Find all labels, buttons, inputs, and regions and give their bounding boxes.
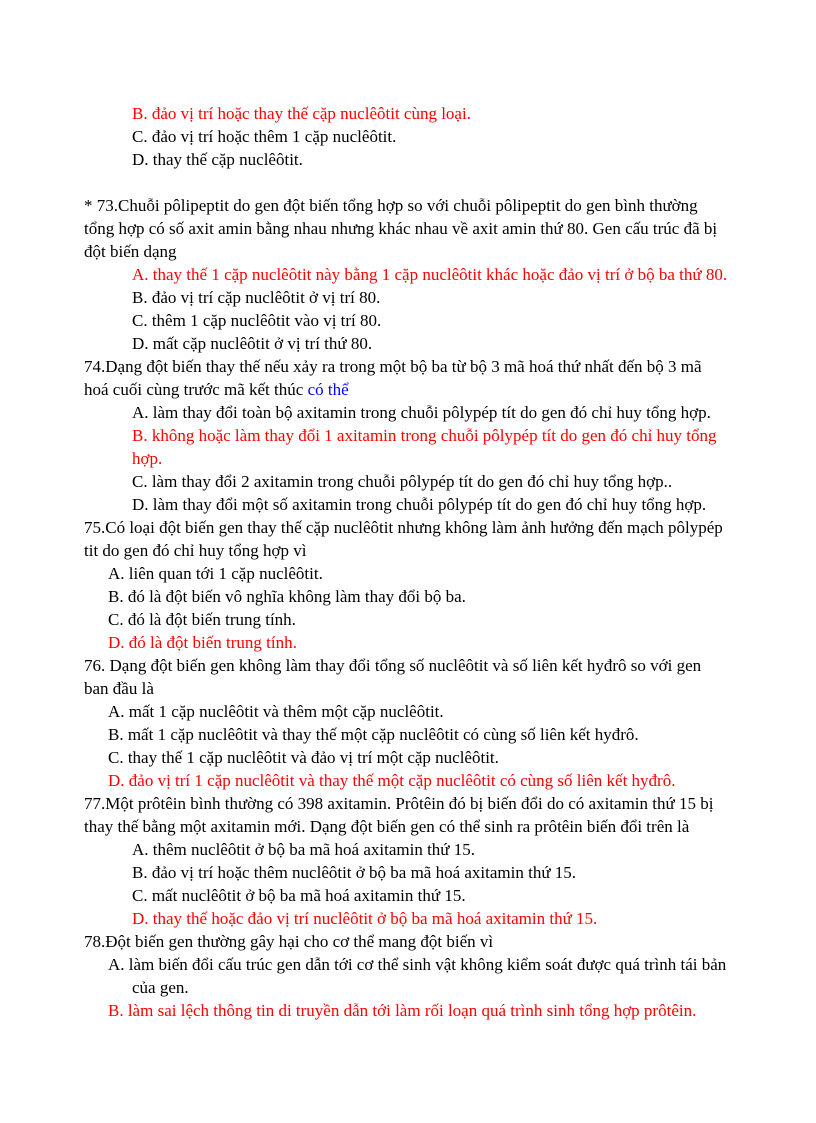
q73-option-c: C. thêm 1 cặp nuclêôtit vào vị trí 80. (132, 311, 382, 330)
option-c-prev: C. đảo vị trí hoặc thêm 1 cặp nuclêôtit. (132, 127, 397, 146)
q78-option-a-line1: A. làm biến đổi cấu trúc gen dẫn tới cơ thể sinh vật không kiểm soát được quá trình tái bản (108, 955, 727, 974)
q74-stem-line2 (84, 379, 349, 401)
q76-option-b: B. mất 1 cặp nuclêôtit và thay thế một cặp nuclêôtit có cùng số liên kết hyđrô. (108, 725, 639, 744)
q77-option-a: A. thêm nuclêôtit ở bộ ba mã hoá axitamin thứ 15. (132, 840, 476, 859)
q76-option-c: C. thay thế 1 cặp nuclêôtit và đảo vị trí một cặp nuclêôtit. (108, 748, 499, 767)
q76-option-a: A. mất 1 cặp nuclêôtit và thêm một cặp nuclêôtit. (108, 702, 444, 721)
q78-option-b: B. làm sai lệch thông tin di truyền dẫn tới làm rối loạn quá trình sinh tổng hợp prôtêin. (108, 1001, 697, 1020)
q75-option-d: D. đó là đột biến trung tính. (108, 633, 297, 652)
q73-option-a: A. thay thế 1 cặp nuclêôtit này bằng 1 cặp nuclêôtit khác hoặc đảo vị trí ở bộ ba thứ 80. (132, 265, 728, 284)
q74-option-b-line2: hợp. (132, 449, 163, 468)
q77-option-d: D. thay thế hoặc đảo vị trí nuclêôtit ở bộ ba mã hoá axitamin thứ 15. (132, 909, 598, 928)
q74-option-d: D. làm thay đổi một số axitamin trong chuỗi pôlypép tít do gen đó chỉ huy tổng hợp. (132, 495, 707, 514)
q74-option-c: C. làm thay đổi 2 axitamin trong chuỗi pôlypép tít do gen đó chỉ huy tổng hợp.. (132, 472, 673, 491)
q76-stem-line1: 76. Dạng đột biến gen không làm thay đổi tổng số nuclêôtit và số liên kết hyđrô so với gen (84, 656, 702, 675)
q75-stem-line1: 75.Có loại đột biến gen thay thế cặp nuclêôtit nhưng không làm ảnh hưởng đến mạch pôlypép (84, 518, 723, 537)
q74-stem-line1: 74.Dạng đột biến thay thế nếu xảy ra trong một bộ ba từ bộ 3 mã hoá thứ nhất đến bộ 3 mã (84, 357, 702, 376)
q77-option-c: C. mất nuclêôtit ở bộ ba mã hoá axitamin thứ 15. (132, 886, 466, 905)
q76-option-d: D. đảo vị trí 1 cặp nuclêôtit và thay thế một cặp nuclêôtit có cùng số liên kết hyđrô. (108, 771, 676, 790)
q74-option-a: A. làm thay đổi toàn bộ axitamin trong chuỗi pôlypép tít do gen đó chỉ huy tổng hợp. (132, 403, 711, 422)
q77-stem-line2: thay thế bằng một axitamin mới. Dạng đột biến gen có thể sinh ra prôtêin biến đổi trên là (84, 817, 690, 836)
q75-option-a: A. liên quan tới 1 cặp nuclêôtit. (108, 564, 323, 583)
option-d-prev: D. thay thế cặp nuclêôtit. (132, 150, 303, 169)
q73-stem-line2: tổng hợp có số axit amin bằng nhau nhưng khác nhau về axit amin thứ 80. Gen cấu trúc đã bị (84, 219, 718, 238)
q74-option-b-line1: B. không hoặc làm thay đổi 1 axitamin trong chuỗi pôlypép tít do gen đó chỉ huy tổng (132, 426, 717, 445)
option-b-prev: B. đảo vị trí hoặc thay thế cặp nuclêôtit cùng loại. (132, 104, 471, 123)
q77-stem-line1: 77.Một prôtêin bình thường có 398 axitamin. Prôtêin đó bị biến đổi do có axitamin thứ 15 bị (84, 794, 714, 813)
q75-option-c: C. đó là đột biến trung tính. (108, 610, 296, 629)
q77-option-b: B. đảo vị trí hoặc thêm nuclêôtit ở bộ ba mã hoá axitamin thứ 15. (132, 863, 577, 882)
q74-stem-highlight: có thể (307, 380, 349, 399)
q73-option-b: B. đảo vị trí cặp nuclêôtit ở vị trí 80. (132, 288, 381, 307)
q75-option-b: B. đó là đột biến vô nghĩa không làm thay đổi bộ ba. (108, 587, 466, 606)
q78-stem-line1: 78.Đột biến gen thường gây hại cho cơ thể mang đột biến vì (84, 932, 494, 951)
q78-option-a-line2: của gen. (132, 978, 189, 997)
q74-stem-text: hoá cuối cùng trước mã kết thúc (84, 380, 304, 399)
q75-stem-line2: tit do gen đó chỉ huy tổng hợp vì (84, 541, 307, 560)
q73-option-d: D. mất cặp nuclêôtit ở vị trí thứ 80. (132, 334, 373, 353)
q73-stem-line1: * 73.Chuỗi pôlipeptit do gen đột biến tổng hợp so với chuỗi pôlipeptit do gen bình thường (84, 196, 698, 215)
q76-stem-line2: ban đầu là (84, 679, 154, 698)
q73-stem-line3: đột biến dạng (84, 242, 177, 261)
